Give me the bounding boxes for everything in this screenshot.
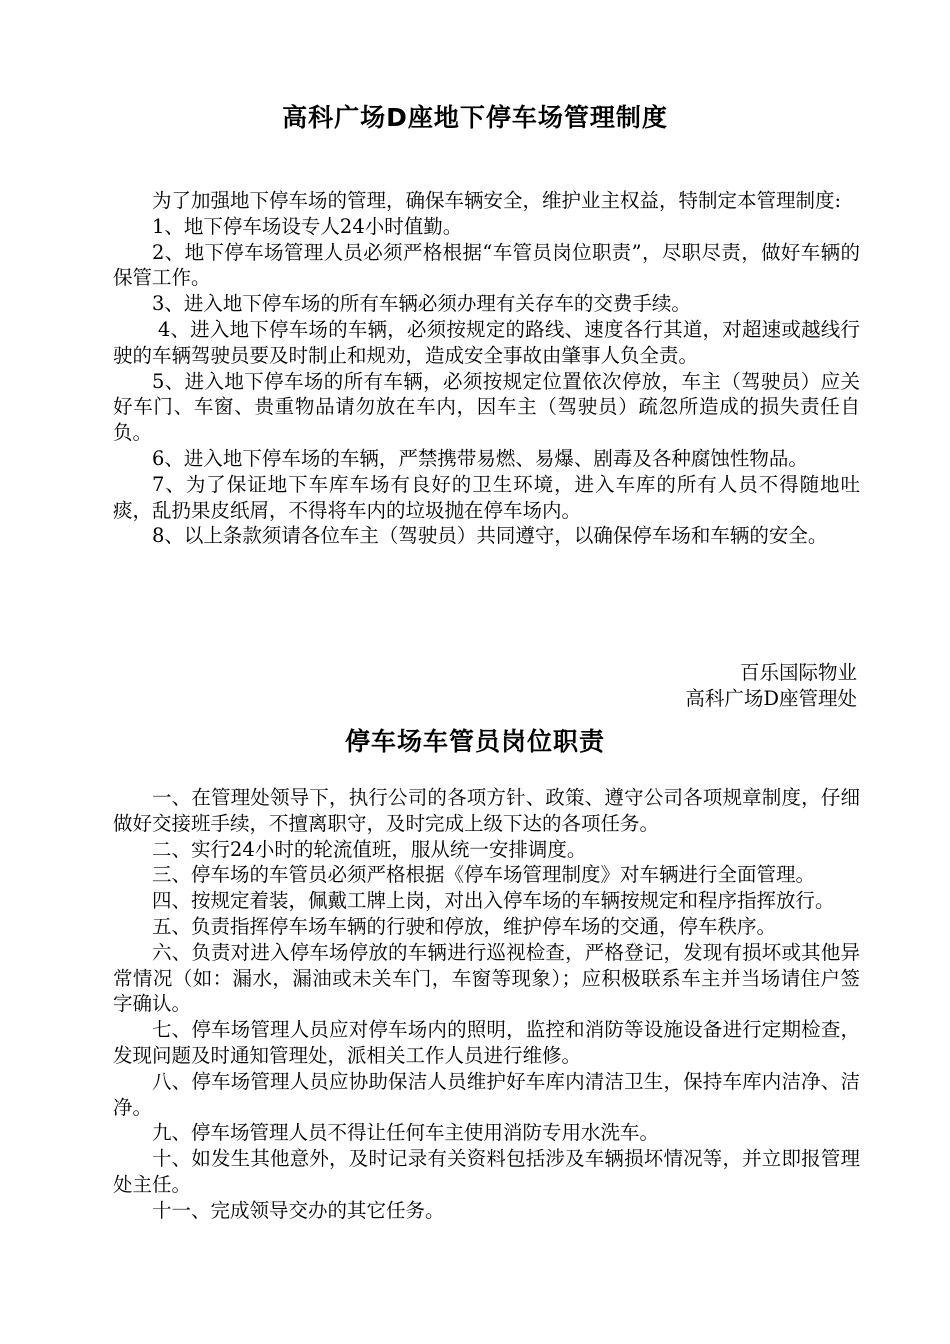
rule-item-1: 1、地下停车场设专人24小时值勤。 <box>152 214 463 238</box>
rule-item-2: 2、地下停车场管理人员必须严格根据“车管员岗位职责”，尽职尽责，做好车辆的保管工作。 <box>113 240 860 290</box>
rule-item-6: 6、进入地下停车场的车辆，严禁携带易燃、易爆、剧毒及各种腐蚀性物品。 <box>152 446 808 470</box>
duty-item-4: 四、按规定着装，佩戴工牌上岗，对出入停车场的车辆按规定和程序指挥放行。 <box>152 889 835 913</box>
duty-item-10: 十、如发生其他意外，及时记录有关资料包括涉及车辆损坏情况等，并立即报管理处主任。 <box>113 1147 860 1196</box>
duty-item-1: 一、在管理处领导下，执行公司的各项方针、政策、遵守公司各项规章制度，仔细做好交接班手续，不擅离职守，及时完成上级下达的各项任务。 <box>113 786 860 835</box>
rules-intro-paragraph: 为了加强地下停车场的管理，确保车辆安全，维护业主权益，特制定本管理制度: <box>152 189 842 212</box>
duties-title: 停车场车管员岗位职责 <box>344 727 605 756</box>
parking-rules-title: 高科广场D座地下停车场管理制度 <box>282 103 668 132</box>
rule-item-4: 4、进入地下停车场的车辆，必须按规定的路线、速度各行其道，对超速或越线行驶的车辆驾驶员要及时制止和规劝，造成安全事故由肇事人负全责。 <box>113 317 860 367</box>
rule-item-8: 8、以上条款须请各位车主（驾驶员）共同遵守，以确保停车场和车辆的安全。 <box>152 524 828 548</box>
rule-item-3: 3、进入地下停车场的所有车辆必须办理有关存车的交费手续。 <box>152 292 691 316</box>
duty-item-2: 二、实行24小时的轮流值班，服从统一安排调度。 <box>152 837 587 861</box>
duty-item-7: 七、停车场管理人员应对停车场内的照明，监控和消防等设施设备进行定期检查，发现问题及时通知管理处，派相关工作人员进行维修。 <box>113 1018 860 1067</box>
duty-item-5: 五、负责指挥停车场车辆的行驶和停放，维护停车场的交通，停车秩序。 <box>152 914 777 938</box>
signature-office: 高科广场D座管理处 <box>685 687 857 710</box>
rule-item-5: 5、进入地下停车场的所有车辆，必须按规定位置依次停放，车主（驾驶员）应关好车门、车窗、贵重物品请勿放在车内，因车主（驾驶员）疏忽所造成的损失责任自负。 <box>113 369 860 445</box>
duty-item-11: 十一、完成领导交办的其它任务。 <box>152 1198 445 1222</box>
duty-item-8: 八、停车场管理人员应协助保洁人员维护好车库内清洁卫生，保持车库内洁净、洁净。 <box>113 1069 860 1119</box>
duties-body <box>113 785 860 1224</box>
duty-item-9: 九、停车场管理人员不得让任何车主使用消防专用水洗车。 <box>152 1121 660 1145</box>
parking-rules-body <box>113 188 860 549</box>
rule-item-7: 7、为了保证地下车库车场有良好的卫生环境，进入车库的所有人员不得随地吐痰，乱扔果皮纸屑，不得将车内的垃圾抛在停车场内。 <box>113 472 860 522</box>
signature-company: 百乐国际物业 <box>739 661 857 684</box>
duty-item-6: 六、负责对进入停车场停放的车辆进行巡视检查，严格登记，发现有损坏或其他异常情况（如：漏水，漏油或未关车门，车窗等现象）；应积极联系车主并当场请住户签字确认。 <box>113 940 860 1016</box>
duty-item-3: 三、停车场的车管员必须严格根据《停车场管理制度》对车辆进行全面管理。 <box>152 863 816 887</box>
